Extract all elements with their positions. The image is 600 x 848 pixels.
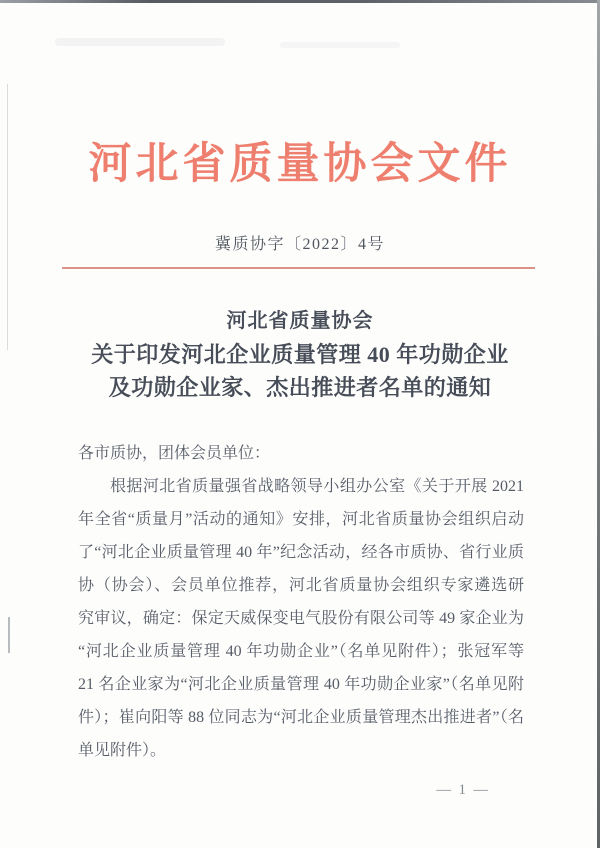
document-title-line-3: 及功勋企业家、杰出推进者名单的通知: [108, 375, 492, 400]
body-text-line: 年全省“质量月”活动的通知》安排，河北省质量协会组织启动: [78, 511, 524, 528]
body-text-line: 单见附件）。: [78, 742, 167, 759]
scan-smudge: [280, 42, 400, 48]
body-text-line: 根据河北省质量强省战略领导小组办公室《关于开展 2021: [110, 478, 524, 495]
document-reference-number: 冀质协字〔2022〕4号: [214, 236, 385, 253]
scan-smudge: [55, 38, 225, 46]
body-text-line: 件）；崔向阳等 88 位同志为“河北企业质量管理杰出推进者”（名: [78, 709, 524, 726]
document-title-line-2: 关于印发河北企业质量管理 40 年功勋企业: [91, 342, 509, 367]
scan-artifact-left-line: [7, 84, 8, 350]
body-text-line: 究审议，确定：保定天威保变电气股份有限公司等 49 家企业为: [78, 610, 524, 627]
scan-artifact-left-segment: [8, 617, 10, 653]
red-divider-line: [62, 267, 535, 269]
scan-edge-top: [0, 0, 600, 3]
body-text-line: “河北企业质量管理 40 年功勋企业”（名单见附件）；张冠军等: [78, 643, 524, 660]
body-text-line: 21 名企业家为“河北企业质量管理 40 年功勋企业家”（名单见附: [78, 676, 524, 693]
document-body: [78, 437, 524, 767]
document-title-line-1: 河北省质量协会: [226, 310, 374, 332]
letterhead-title: 河北省质量协会文件: [88, 141, 512, 188]
document-title: [40, 304, 560, 404]
body-text-line: 了“河北企业质量管理 40 年”纪念活动，经各市质协、省行业质: [78, 544, 524, 561]
body-text-line: 协（协会）、会员单位推荐，河北省质量协会组织专家遴选研: [78, 577, 524, 594]
page-number: — 1 —: [436, 782, 490, 798]
salutation-line: 各市质协，团体会员单位：: [78, 445, 271, 462]
